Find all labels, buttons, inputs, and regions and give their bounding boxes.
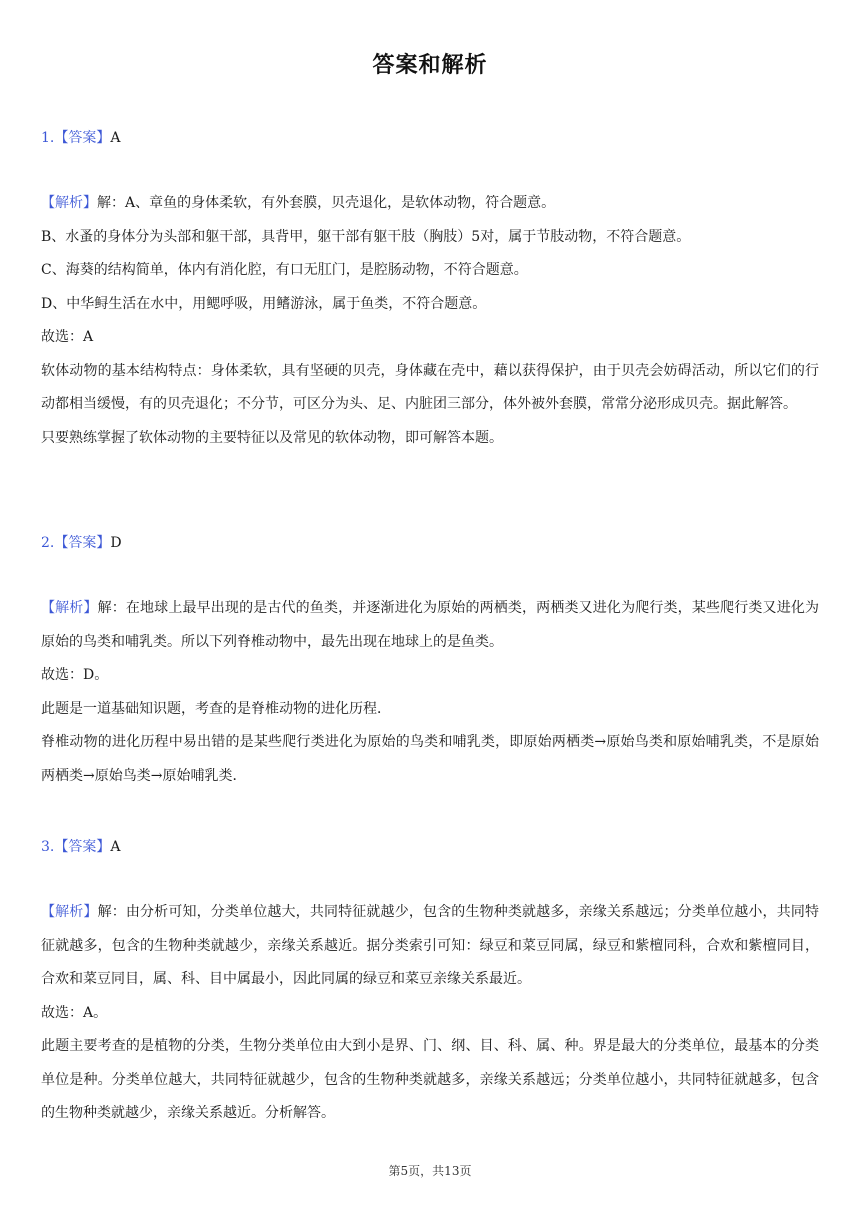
analysis-line: D、中华鲟生活在水中，用鳃呼吸，用鳍游泳，属于鱼类，不符合题意。 [41, 295, 487, 312]
question-number: 2. [41, 535, 55, 551]
analysis-line: 此题是一道基础知识题，考查的是脊椎动物的进化历程． [41, 700, 391, 717]
answer-value: A [110, 130, 121, 146]
analysis-line: B、水蚤的身体分为头部和躯干部，具背甲，躯干部有躯干肢（胸肢）5对，属于节肢动物，不符合题意。 [41, 228, 691, 245]
answer-value: D [110, 535, 122, 551]
page-title: 答案和解析 [372, 53, 488, 78]
explanation-paragraph: 此题主要考查的是植物的分类，生物分类单位由大到小是界、门、纲、目、科、属、种。界是最大的分类单位，最基本的分类单位是种。分类单位越大，共同特征就越少，包含的生物种类就越多，亲缘关系越远；分类单位越小，共同特征就越多，包含的生物种类就越少，亲缘关系越近。分析解答。 [41, 1038, 819, 1121]
analysis-label: 【解析】 [41, 195, 97, 211]
question-3-answer [41, 837, 819, 857]
question-number: 1. [41, 130, 55, 146]
question-2-answer [41, 533, 819, 553]
analysis-line: C、海葵的结构简单，体内有消化腔，有口无肛门，是腔肠动物，不符合题意。 [41, 262, 528, 278]
question-1-answer [41, 128, 819, 148]
choice-line: 故选：D。 [41, 667, 109, 683]
analysis-label: 【解析】 [41, 600, 98, 616]
explanation-paragraph: 脊椎动物的进化历程中易出错的是某些爬行类进化为原始的鸟类和哺乳类，即原始两栖类→原始鸟类和原始哺乳类，不是原始两栖类→原始鸟类→原始哺乳类． [41, 734, 819, 784]
question-2-analysis [41, 592, 819, 793]
explanation-paragraph: 软体动物的基本结构特点：身体柔软，具有坚硬的贝壳，身体藏在壳中，藉以获得保护，由于贝壳会妨碍活动，所以它们的行动都相当缓慢，有的贝壳退化；不分节，可区分为头、足、内脏团三部分，体外被外套膜，常常分泌形成贝壳。据此解答。 [41, 362, 819, 412]
answer-label: 【答案】 [54, 130, 111, 146]
question-number: 3. [41, 839, 55, 855]
question-1-analysis [41, 187, 819, 455]
question-3-analysis [41, 896, 819, 1131]
analysis-text: 解：由分析可知，分类单位越大，共同特征就越少，包含的生物种类就越多，亲缘关系越远；分类单位越小，共同特征就越多，包含的生物种类就越少，亲缘关系越近。据分类索引可知：绿豆和菜豆同属，绿豆和紫檀同科，合欢和紫檀同目，合欢和菜豆同目，属、科、目中属最小，因此同属的绿豆和菜豆亲缘关系最近。 [41, 904, 819, 987]
summary-line: 只要熟练掌握了软体动物的主要特征以及常见的软体动物，即可解答本题。 [41, 429, 503, 446]
choice-line: 故选：A [41, 329, 94, 345]
analysis-label: 【解析】 [41, 904, 98, 920]
analysis-text: 解：在地球上最早出现的是古代的鱼类，并逐渐进化为原始的两栖类，两栖类又进化为爬行类，某些爬行类又进化为原始的鸟类和哺乳类。所以下列脊椎动物中，最先出现在地球上的是鱼类。 [41, 600, 819, 650]
choice-line: 故选：A。 [41, 1004, 108, 1021]
answer-value: A [110, 839, 121, 855]
analysis-text: 解：A、章鱼的身体柔软，有外套膜，贝壳退化，是软体动物，符合题意。 [97, 195, 556, 211]
answer-label: 【答案】 [54, 535, 111, 551]
answer-label: 【答案】 [54, 839, 111, 855]
page-footer: 第5页，共13页 [388, 1164, 472, 1178]
